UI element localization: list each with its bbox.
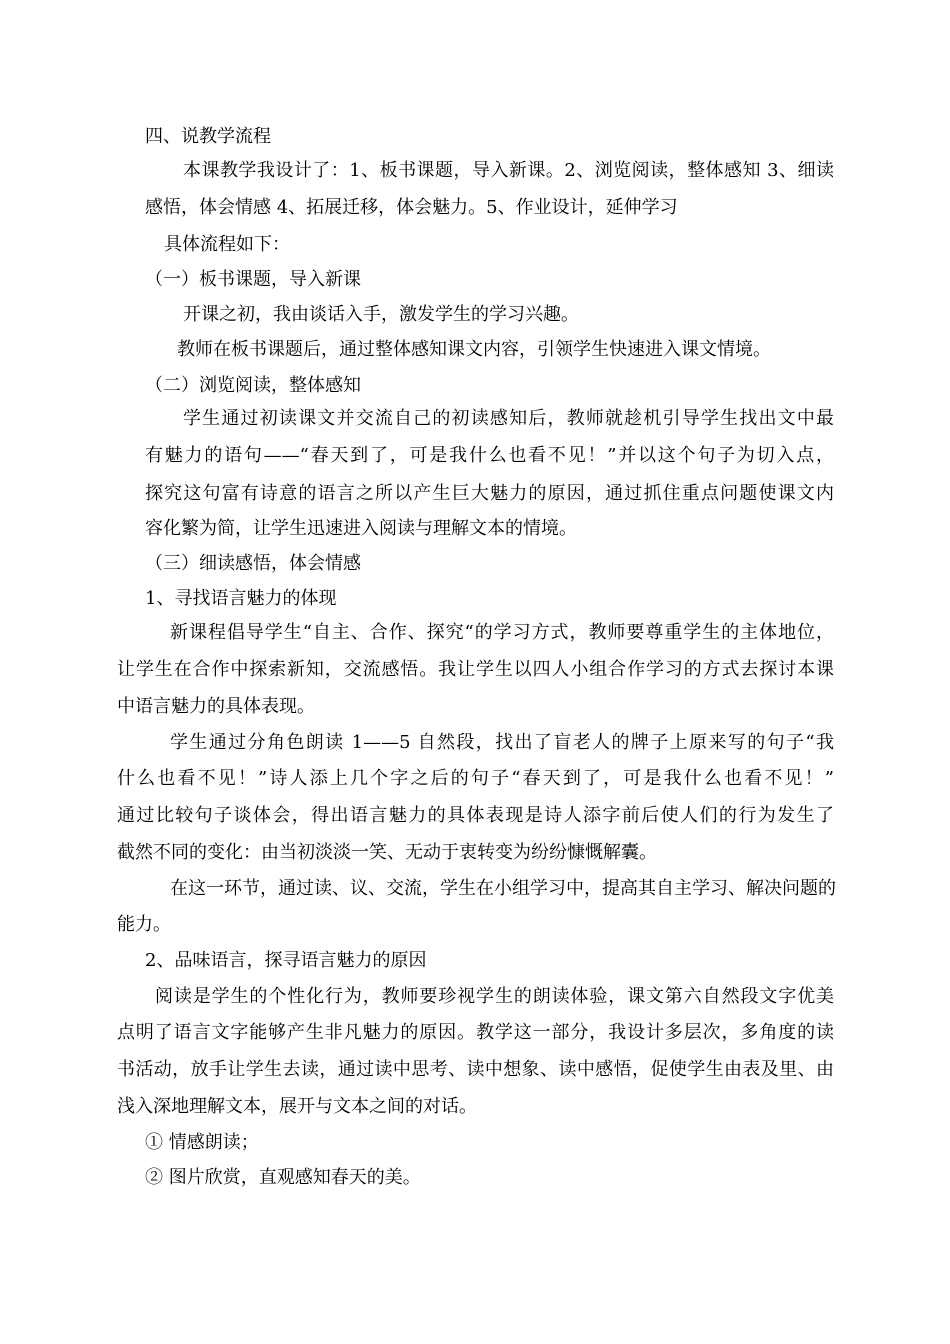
paragraph-line: 学生通过分角色朗读 1——5 自然段，找出了盲老人的牌子上原来写的句子“我 [170, 732, 834, 753]
paragraph-line: 探究这句富有诗意的语言之所以产生巨大魅力的原因，通过抓住重点问题使课文内 [145, 483, 834, 504]
paragraph-line: 浅入深地理解文本，展开与文本之间的对话。 [117, 1096, 477, 1117]
item-heading: 2、品味语言，探寻语言魅力的原因 [145, 950, 427, 971]
list-item: ① 情感朗读； [145, 1132, 259, 1153]
item-heading: 1、寻找语言魅力的体现 [145, 588, 337, 609]
paragraph-line: 开课之初，我由谈话入手，激发学生的学习兴趣。 [183, 304, 579, 325]
paragraph-line: 中语言魅力的具体表现。 [117, 696, 315, 717]
subsection-heading: （一）板书课题，导入新课 [145, 269, 361, 290]
paragraph-line: 学生通过初读课文并交流自己的初读感知后，教师就趁机引导学生找出文中最 [183, 408, 834, 429]
paragraph-line: 本课教学我设计了：1、板书课题，导入新课。2、浏览阅读，整体感知 3、细读 [183, 160, 834, 181]
list-item: ② 图片欣赏，直观感知春天的美。 [145, 1167, 421, 1188]
paragraph-line: 通过比较句子谈体会，得出语言魅力的具体表现是诗人添字前后使人们的行为发生了 [117, 805, 834, 826]
paragraph-line: 有魅力的语句——“春天到了，可是我什么也看不见！”并以这个句子为切入点， [145, 445, 834, 466]
paragraph-line: 具体流程如下： [164, 234, 290, 255]
paragraph-line: 什么也看不见！”诗人添上几个字之后的句子“春天到了，可是我什么也看不见！” [117, 768, 834, 789]
paragraph-line: 能力。 [117, 914, 171, 935]
paragraph-line: 新课程倡导学生“自主、合作、探究“的学习方式，教师要尊重学生的主体地位， [170, 622, 834, 643]
paragraph-line: 容化繁为简，让学生迅速进入阅读与理解文本的情境。 [145, 518, 577, 539]
subsection-heading: （三）细读感悟，体会情感 [145, 553, 361, 574]
paragraph-line: 让学生在合作中探索新知，交流感悟。我让学生以四人小组合作学习的方式去探讨本课 [117, 659, 834, 680]
paragraph-line: 阅读是学生的个性化行为，教师要珍视学生的朗读体验，课文第六自然段文字优美 [155, 986, 834, 1007]
paragraph-line: 教师在板书课题后，通过整体感知课文内容，引领学生快速进入课文情境。 [177, 339, 771, 360]
paragraph-line: 感悟，体会情感 4、拓展迁移，体会魅力。5、作业设计，延伸学习 [145, 197, 678, 218]
paragraph-line: 书活动，放手让学生去读，通过读中思考、读中想象、读中感悟，促使学生由表及里、由 [117, 1059, 834, 1080]
paragraph-line: 截然不同的变化：由当初淡淡一笑、无动于衷转变为纷纷慷慨解囊。 [117, 842, 657, 863]
subsection-heading: （二）浏览阅读，整体感知 [145, 375, 361, 396]
paragraph-line: 点明了语言文字能够产生非凡魅力的原因。教学这一部分，我设计多层次，多角度的读 [117, 1022, 834, 1043]
paragraph-line: 在这一环节，通过读、议、交流，学生在小组学习中，提高其自主学习、解决问题的 [170, 878, 836, 899]
section-heading: 四、说教学流程 [145, 126, 271, 147]
